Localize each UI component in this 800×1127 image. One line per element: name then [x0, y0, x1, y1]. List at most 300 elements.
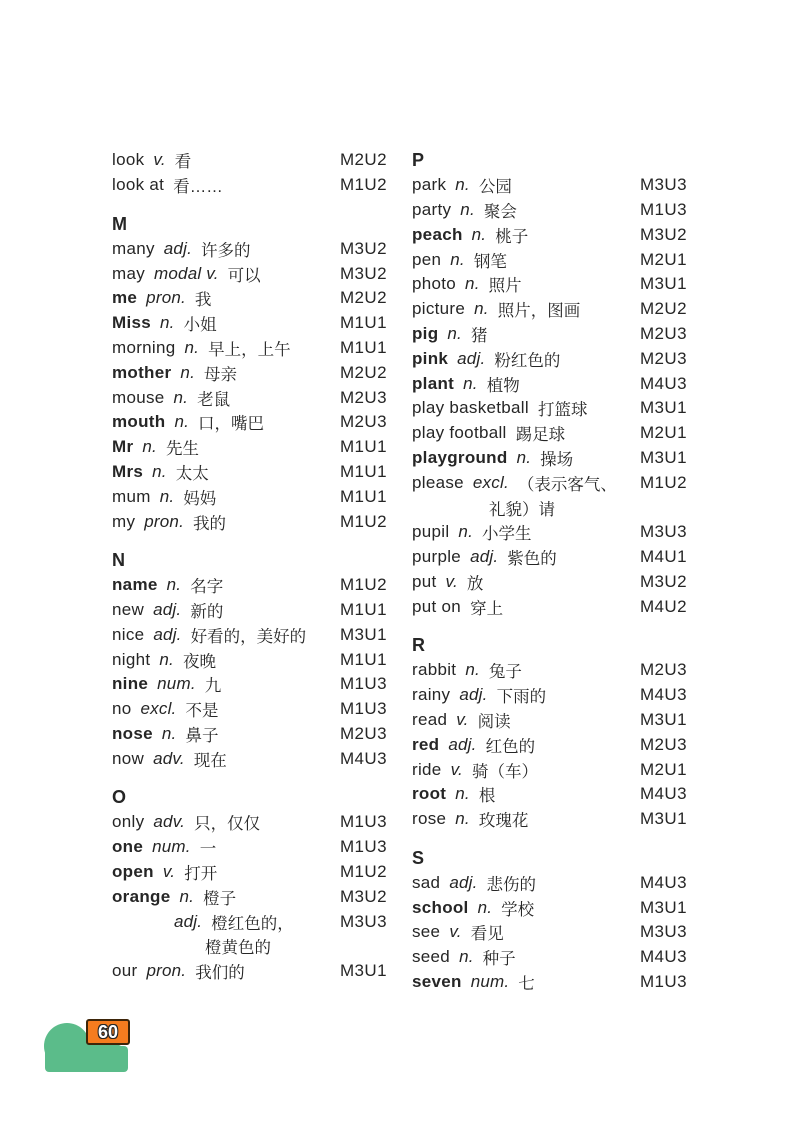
entry-definition: 一	[199, 840, 217, 859]
entry-word: plant	[412, 373, 455, 393]
entry-word: school	[412, 897, 469, 917]
entry-row	[112, 236, 390, 261]
entry-module-code: M2U3	[340, 387, 387, 407]
entry-word: read	[412, 709, 448, 729]
entry-pos: n.	[465, 274, 480, 294]
entry-word: my	[112, 511, 136, 531]
entry-pos: n.	[450, 249, 465, 269]
entry-definition: 兔子	[488, 663, 522, 682]
entry-module-code: M3U2	[340, 263, 387, 283]
entry-word: night	[112, 649, 151, 669]
entry-definition: 打开	[184, 864, 218, 883]
entry-definition: 照片	[488, 277, 522, 296]
entry-module-code: M3U3	[640, 922, 687, 942]
entry-row	[412, 708, 685, 733]
entry-module-code: M2U2	[340, 150, 387, 170]
entry-module-code: M1U1	[340, 599, 387, 619]
entry-word: seed	[412, 947, 451, 967]
entry-word: pupil	[412, 522, 450, 542]
entry-pos: adv.	[153, 812, 186, 832]
section-s	[412, 846, 685, 995]
section-header: P	[412, 150, 425, 170]
glossary-column-1	[112, 148, 390, 984]
entry-module-code: M1U2	[340, 511, 387, 531]
entry-module-code: M2U3	[640, 734, 687, 754]
entry-word: party	[412, 199, 452, 219]
entry-definition: 植物	[486, 376, 520, 395]
entry-module-code: M2U1	[640, 759, 687, 779]
entry-pos: n.	[179, 886, 195, 906]
entry-definition: 看	[174, 153, 192, 172]
entry-row	[112, 360, 390, 385]
entry-module-code: M2U2	[340, 288, 387, 308]
entry-pos: adj.	[153, 599, 182, 619]
entry-pos: n.	[455, 784, 470, 804]
entry-definition: 紫色的	[507, 550, 557, 569]
entry-pos: n.	[174, 412, 190, 432]
entry-word: pen	[412, 249, 442, 269]
entry-word: mouse	[112, 387, 165, 407]
entry-pos: excl.	[140, 699, 177, 719]
entry-module-code: M2U1	[640, 249, 687, 269]
entry-definition: 根	[478, 787, 496, 806]
entry-definition: 公园	[478, 178, 512, 197]
entry-module-code: M2U3	[640, 323, 687, 343]
entry-definition: 太太	[175, 464, 209, 483]
entry-word: name	[112, 575, 158, 595]
entry-pos: n.	[455, 809, 470, 829]
entry-row	[412, 757, 685, 782]
entry-word: our	[112, 961, 138, 981]
entry-word: no	[112, 699, 132, 719]
entry-row	[112, 672, 390, 697]
entry-definition: 阅读	[477, 712, 511, 731]
entry-definition: 种子	[482, 950, 516, 969]
entry-pos: adj.	[449, 872, 478, 892]
entry-module-code: M1U2	[340, 861, 387, 881]
entry-word: pig	[412, 323, 439, 343]
entry-module-code: M3U2	[640, 224, 687, 244]
entry-row	[112, 148, 390, 173]
entry-pos: n.	[160, 313, 175, 333]
page-number-badge	[86, 1019, 130, 1045]
entry-module-code: M3U3	[640, 175, 687, 195]
entry-module-code: M4U3	[640, 373, 687, 393]
entry-row	[412, 545, 685, 570]
section-header: M	[112, 213, 128, 234]
entry-pos: v.	[445, 571, 458, 591]
entry-row	[412, 807, 685, 832]
entry-definition: 踢足球	[515, 426, 566, 445]
entry-word: Mr	[112, 437, 134, 457]
entry-row	[412, 658, 685, 683]
entry-row	[112, 286, 390, 311]
entry-pos: v.	[162, 861, 176, 881]
section-header: S	[412, 847, 425, 868]
entry-definition: 我们的	[195, 964, 245, 983]
entry-row	[412, 247, 685, 272]
entry-word: nose	[112, 723, 153, 743]
entry-definition: 母亲	[204, 365, 237, 384]
entry-pos: n.	[477, 897, 493, 917]
entry-definition: 学校	[501, 900, 535, 919]
entry-pos: adj.	[470, 547, 499, 567]
entry-word: peach	[412, 224, 463, 244]
entry-row	[412, 570, 685, 595]
entry-row	[112, 622, 390, 647]
entry-pos: pron.	[144, 511, 185, 531]
entry-module-code: M4U3	[640, 784, 687, 804]
entry-word: may	[112, 263, 146, 283]
entry-definition: 下雨的	[496, 688, 547, 707]
entry-definition: 粉红色的	[494, 351, 561, 370]
entry-module-code: M1U3	[340, 837, 387, 857]
entry-row	[112, 410, 390, 435]
entry-row	[112, 746, 390, 771]
entry-pos: n.	[447, 323, 462, 343]
entry-word: mouth	[112, 412, 166, 432]
entry-word: Miss	[112, 313, 151, 333]
entry-pos: n.	[516, 447, 532, 467]
entry-row	[112, 647, 390, 672]
entry-pos: num.	[152, 837, 191, 857]
entry-row	[112, 336, 390, 361]
entry-pos: n.	[465, 660, 480, 680]
entry-module-code: M3U2	[340, 238, 387, 258]
entry-definition: 我的	[193, 514, 227, 533]
entry-module-code: M2U3	[340, 412, 387, 432]
entry-row	[412, 895, 685, 920]
entry-definition: 红色的	[485, 737, 536, 756]
entry-definition: 橙黄色的	[205, 939, 271, 958]
entry-definition: 名字	[190, 578, 224, 597]
entry-pos: n.	[173, 387, 189, 407]
entry-word: picture	[412, 299, 466, 319]
entry-word: play basketball	[412, 398, 529, 418]
entry-row	[412, 272, 685, 297]
entry-word: morning	[112, 337, 176, 357]
entry-word: see	[412, 922, 441, 942]
entry-module-code: M1U3	[640, 199, 687, 219]
entry-pos: adv.	[153, 748, 185, 768]
entry-word: nine	[112, 674, 149, 694]
entry-pos: n.	[458, 522, 473, 542]
entry-row	[112, 810, 390, 835]
entry-row	[412, 446, 685, 471]
entry-word: orange	[112, 886, 171, 906]
page-number: 60	[97, 1021, 119, 1042]
entry-word: root	[412, 784, 447, 804]
entry-pos: n.	[459, 947, 474, 967]
entry-row	[412, 970, 685, 995]
entry-pos: n.	[159, 649, 174, 669]
entry-pos: num.	[470, 971, 510, 991]
entry-definition: 鼻子	[185, 726, 219, 745]
entry-definition: 玫瑰花	[478, 812, 529, 831]
entry-module-code: M1U3	[340, 699, 387, 719]
section-o	[112, 785, 390, 983]
entry-word: pink	[412, 348, 449, 368]
entry-definition: 可以	[227, 266, 261, 285]
entry-word: playground	[412, 447, 508, 467]
entry-definition: 早上，上午	[208, 340, 291, 359]
entry-row	[412, 396, 685, 421]
entry-pos: adj.	[457, 348, 486, 368]
entry-definition: 礼貌）请	[489, 500, 555, 519]
entry-module-code: M4U1	[640, 547, 687, 567]
entry-row	[112, 460, 390, 485]
entry-row	[112, 697, 390, 722]
entry-module-code: M1U1	[340, 461, 387, 481]
entry-definition: 放	[466, 574, 484, 593]
entry-row	[412, 198, 685, 223]
entry-module-code: M1U3	[340, 812, 387, 832]
entry-row	[112, 722, 390, 747]
entry-definition: 照片，图画	[497, 302, 581, 321]
entry-definition: 看……	[173, 178, 223, 197]
entry-pos: n.	[180, 362, 195, 382]
entry-module-code: M2U3	[640, 348, 687, 368]
entry-word: put on	[412, 596, 462, 616]
entry-module-code: M3U3	[640, 522, 687, 542]
entry-row	[412, 945, 685, 970]
entry-definition: 口，嘴巴	[198, 415, 265, 434]
entry-pos: v.	[153, 150, 166, 170]
entry-word: look at	[112, 175, 165, 195]
entry-module-code: M3U1	[640, 809, 687, 829]
entry-row	[412, 173, 685, 198]
entry-pos: adj.	[163, 238, 192, 258]
entry-word: rabbit	[412, 660, 457, 680]
entry-row	[112, 385, 390, 410]
entry-definition: 不是	[185, 702, 219, 721]
entry-module-code: M2U1	[640, 423, 687, 443]
entry-row	[412, 346, 685, 371]
entry-definition: 钢笔	[473, 252, 507, 271]
entry-definition: 我	[194, 291, 212, 310]
entry-module-code: M3U1	[340, 961, 387, 981]
entry-pos: adj.	[174, 911, 203, 931]
entry-module-code: M1U1	[340, 437, 387, 457]
entry-module-code: M1U1	[340, 337, 387, 357]
entry-definition: 橙子	[203, 889, 237, 908]
entry-pos: excl.	[472, 472, 509, 492]
entry-definition: 妈妈	[183, 489, 217, 508]
entry-pos: n.	[142, 437, 157, 457]
entry-row	[112, 573, 390, 598]
entry-word: put	[412, 571, 437, 591]
entry-row	[412, 732, 685, 757]
entry-word: Mrs	[112, 461, 144, 481]
entry-module-code: M4U3	[640, 685, 687, 705]
section-r	[412, 633, 685, 831]
entry-pos: v.	[449, 922, 462, 942]
entry-pos: adj.	[153, 624, 182, 644]
entry-word: only	[112, 812, 145, 832]
entry-word: play football	[412, 423, 507, 443]
entry-word: rainy	[412, 685, 451, 705]
entry-word: open	[112, 861, 154, 881]
entry-definition: 看见	[470, 925, 504, 944]
entry-module-code: M1U1	[340, 313, 387, 333]
entry-module-code: M3U3	[340, 911, 387, 931]
entry-definition: 许多的	[201, 241, 251, 260]
entry-row	[112, 959, 390, 984]
entry-pos: n.	[166, 575, 182, 595]
section-header: R	[412, 635, 426, 656]
entry-module-code: M3U1	[640, 709, 687, 729]
entry-row	[412, 594, 685, 619]
entry-row	[412, 920, 685, 945]
entry-module-code: M3U1	[340, 624, 387, 644]
entry-pos: n.	[460, 199, 475, 219]
entry-definition: 打篮球	[537, 401, 588, 420]
entry-definition: 桃子	[495, 227, 529, 246]
entry-row	[412, 520, 685, 545]
entry-definition: 九	[204, 677, 222, 696]
entry-row	[112, 835, 390, 860]
entry-definition: 好看的，美好的	[190, 627, 307, 646]
entry-module-code: M3U1	[640, 447, 687, 467]
entry-pos: n.	[184, 337, 200, 357]
entry-definition: 现在	[193, 751, 227, 770]
entry-pos: num.	[157, 674, 196, 694]
entry-definition: 操场	[540, 450, 574, 469]
entry-pos: n.	[152, 461, 167, 481]
entry-row	[412, 322, 685, 347]
entry-row	[412, 782, 685, 807]
entry-definition: 小姐	[183, 316, 217, 335]
entry-module-code: M4U3	[640, 872, 687, 892]
entry-definition: 小学生	[482, 525, 532, 544]
entry-word: many	[112, 238, 155, 258]
entry-definition: 聚会	[483, 202, 517, 221]
entry-row	[112, 311, 390, 336]
entry-module-code: M2U2	[640, 299, 687, 319]
entry-definition: 老鼠	[197, 390, 231, 409]
entry-pos: n.	[161, 723, 177, 743]
entry-pos: n.	[159, 486, 175, 506]
entry-module-code: M2U3	[340, 723, 387, 743]
entry-module-code: M1U2	[340, 575, 387, 595]
entry-row	[412, 421, 685, 446]
entry-row	[412, 470, 685, 495]
entry-pos: v.	[456, 709, 469, 729]
entry-word: rose	[412, 809, 447, 829]
entry-definition: 只，仅仅	[194, 815, 261, 834]
entry-row	[412, 371, 685, 396]
entry-row	[112, 173, 390, 198]
entry-definition: 新的	[190, 602, 224, 621]
entry-word: please	[412, 472, 464, 492]
entry-module-code: M1U2	[340, 175, 387, 195]
entry-word: ride	[412, 759, 442, 779]
entry-word: me	[112, 288, 138, 308]
entry-row	[112, 884, 390, 909]
entry-row	[112, 509, 390, 534]
entry-pos: n.	[455, 175, 470, 195]
entry-definition: 七	[518, 974, 535, 993]
glossary-column-2	[412, 148, 685, 994]
entry-module-code: M1U2	[640, 472, 687, 492]
entry-module-code: M3U2	[640, 571, 687, 591]
section-header: N	[112, 549, 126, 570]
entry-module-code: M4U3	[640, 947, 687, 967]
section-n	[112, 548, 390, 771]
entry-row	[112, 261, 390, 286]
entry-row	[112, 484, 390, 509]
entry-definition: 悲伤的	[486, 875, 537, 894]
entry-module-code: M3U1	[640, 398, 687, 418]
entry-definition: （表示客气、	[517, 475, 617, 494]
entry-module-code: M1U3	[340, 674, 387, 694]
section-m	[112, 212, 390, 534]
entry-pos: n.	[463, 373, 478, 393]
entry-module-code: M4U3	[340, 748, 387, 768]
entry-pos: adj.	[448, 734, 477, 754]
entry-module-code: M3U2	[340, 886, 387, 906]
entry-word: now	[112, 748, 145, 768]
entry-definition: 夜晚	[182, 652, 216, 671]
entry-word: mother	[112, 362, 172, 382]
entry-pos: n.	[471, 224, 487, 244]
entry-pos: n.	[474, 299, 489, 319]
entry-definition: 猪	[470, 326, 488, 345]
entry-definition: 穿上	[470, 599, 504, 618]
entry-word: purple	[412, 547, 462, 567]
entry-row	[412, 870, 685, 895]
entry-word: photo	[412, 274, 457, 294]
entry-pos: pron.	[146, 288, 186, 308]
entry-row	[112, 909, 390, 934]
entry-row	[112, 598, 390, 623]
entry-pos: adj.	[459, 685, 488, 705]
entry-definition: 橙红色的，	[211, 914, 294, 933]
entry-row	[412, 222, 685, 247]
section-p	[412, 148, 685, 619]
entry-word: nice	[112, 624, 145, 644]
entry-word: seven	[412, 971, 462, 991]
entry-word: sad	[412, 872, 441, 892]
section-header: O	[112, 787, 127, 808]
entry-module-code: M3U1	[640, 897, 687, 917]
footer-art	[40, 1015, 140, 1080]
entry-module-code: M1U1	[340, 486, 387, 506]
entry-definition: 骑（车）	[471, 762, 538, 781]
entry-pos: pron.	[146, 961, 187, 981]
entry-definition: 先生	[165, 440, 199, 459]
entry-word: one	[112, 837, 144, 857]
entry-row	[412, 683, 685, 708]
entry-word: new	[112, 599, 145, 619]
entry-row	[412, 495, 685, 520]
entry-module-code: M1U3	[640, 971, 687, 991]
entry-row	[112, 435, 390, 460]
entry-word: red	[412, 734, 440, 754]
entry-module-code: M2U3	[640, 660, 687, 680]
entry-word: look	[112, 150, 145, 170]
entry-row	[112, 860, 390, 885]
entry-row	[412, 297, 685, 322]
entry-pos: v.	[450, 759, 463, 779]
entry-module-code: M1U1	[340, 649, 387, 669]
entry-row	[112, 934, 390, 959]
entry-module-code: M3U1	[640, 274, 687, 294]
entry-word: park	[412, 175, 447, 195]
entry-module-code: M4U2	[640, 596, 687, 616]
section-intro	[112, 148, 390, 198]
entry-pos: modal v.	[154, 263, 219, 283]
